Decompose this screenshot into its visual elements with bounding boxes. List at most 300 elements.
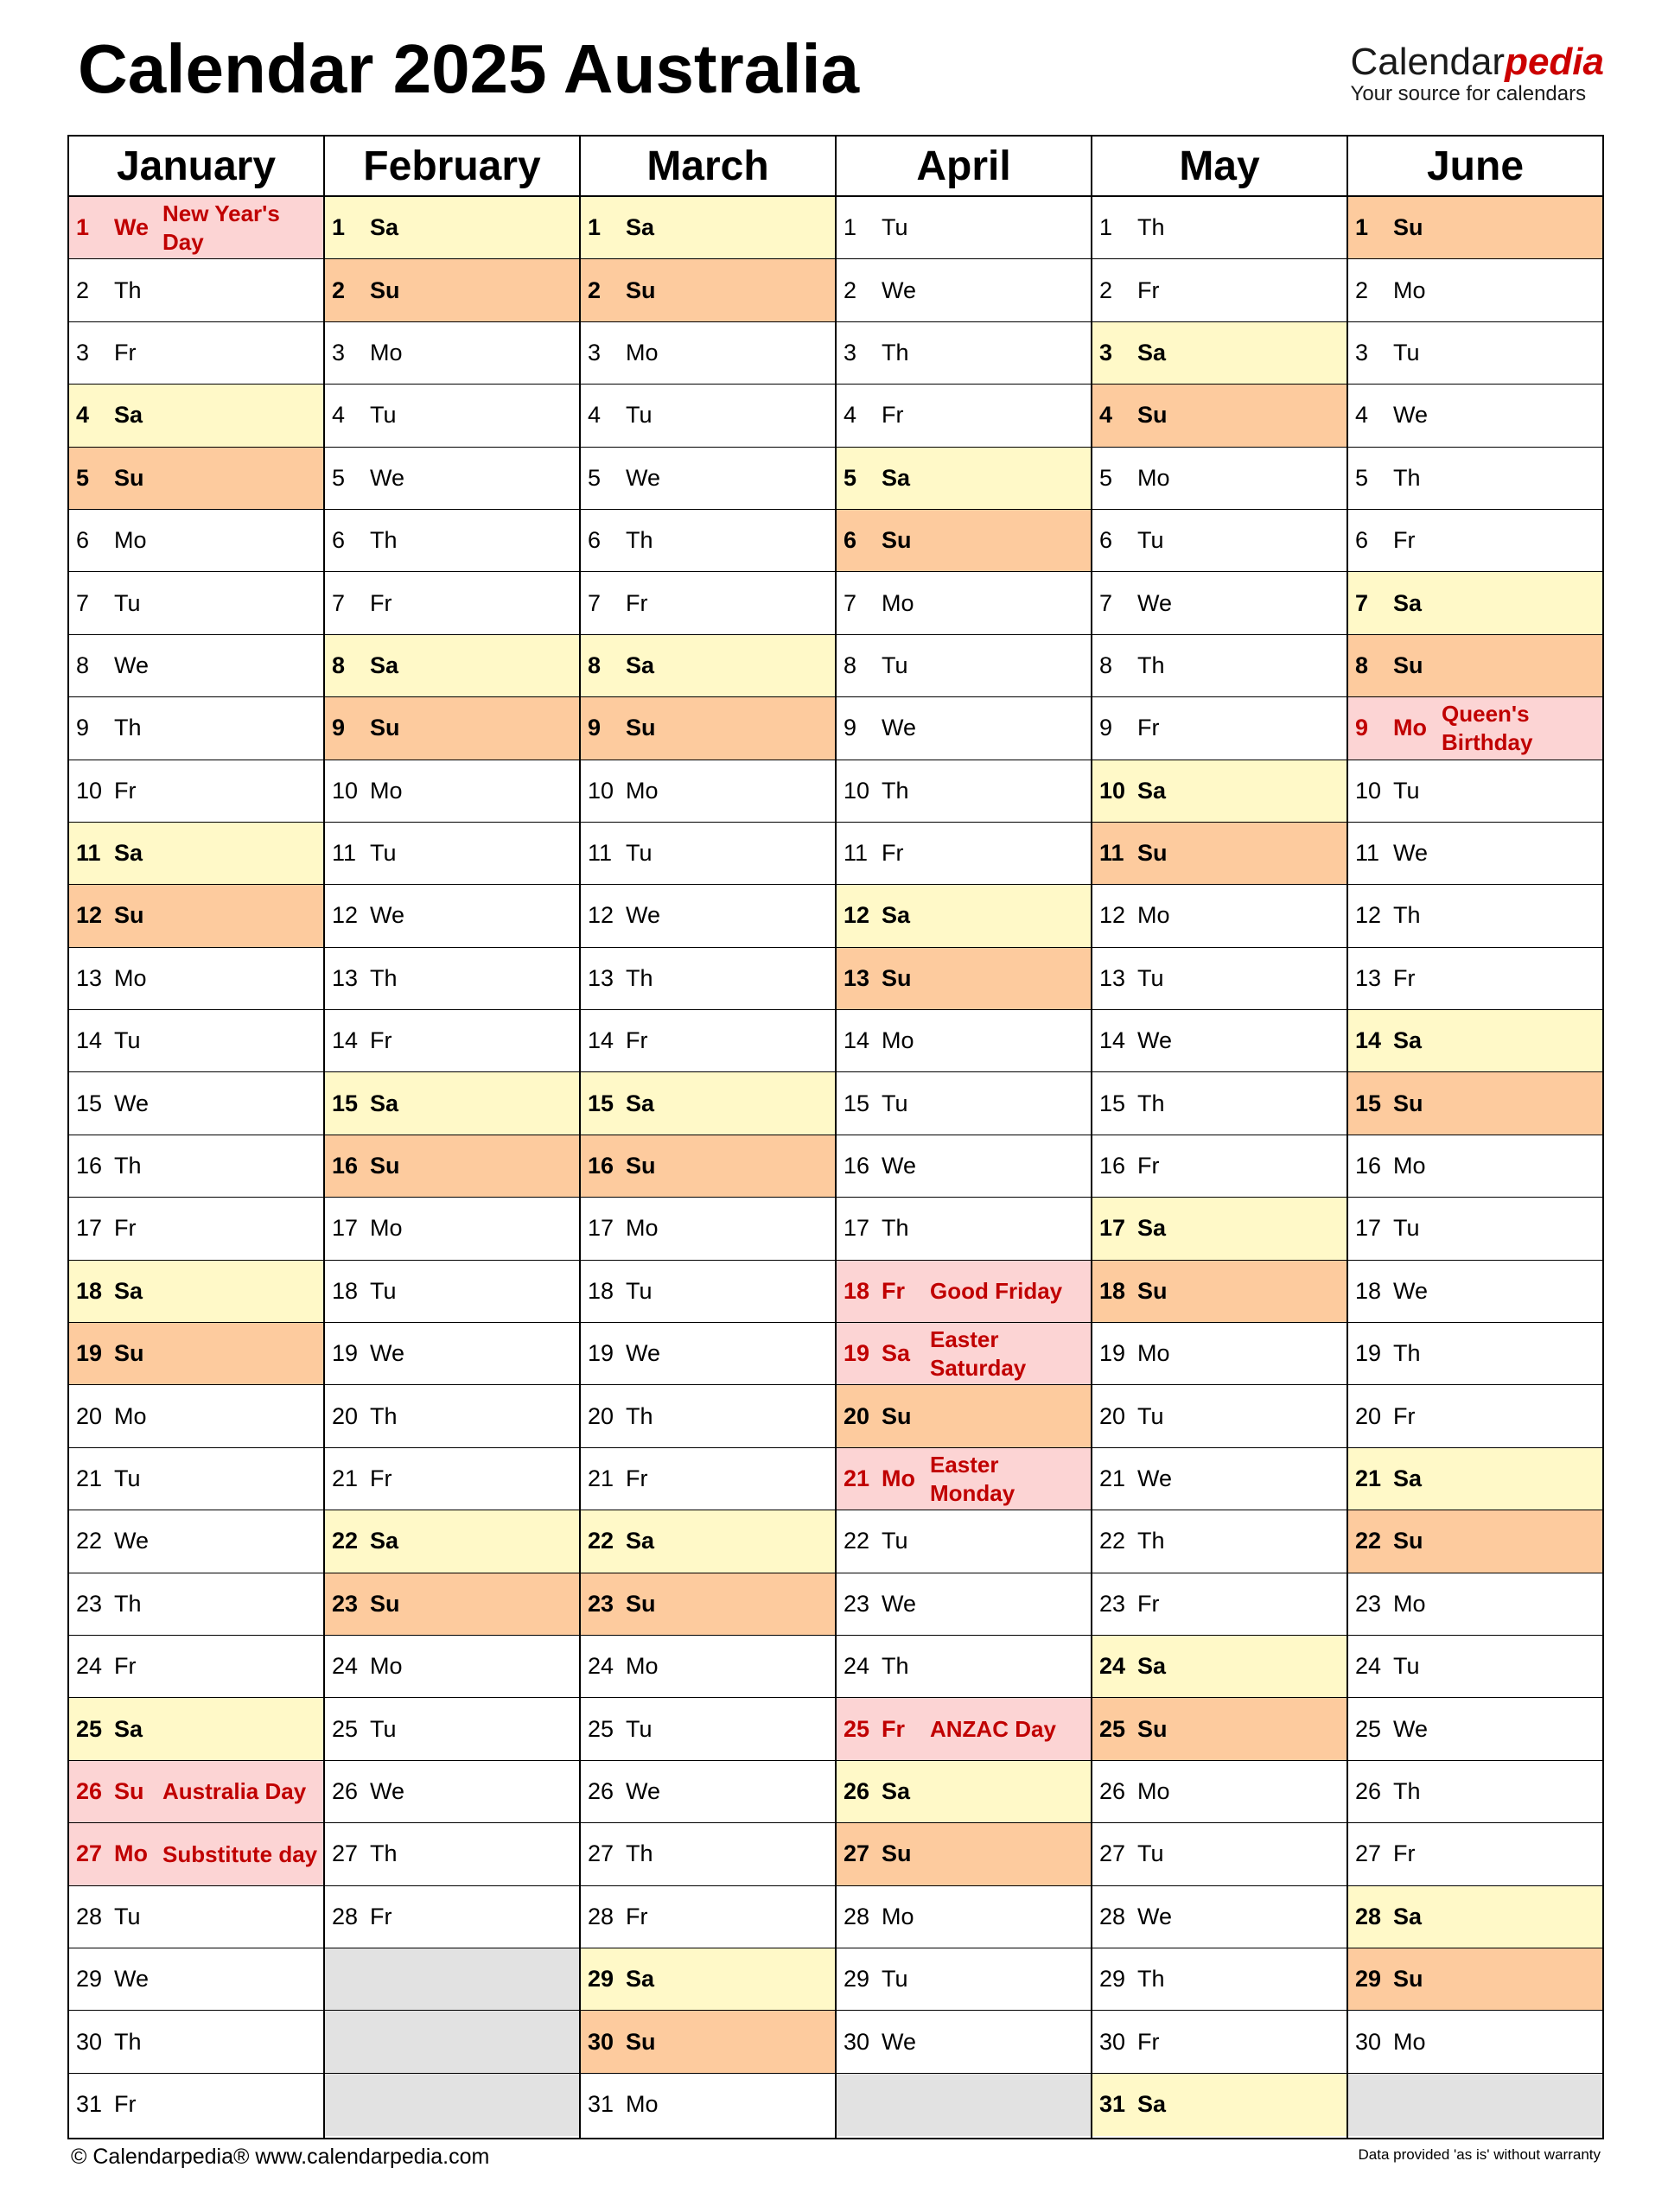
day-cell [1348, 760, 1602, 823]
day-cell [837, 760, 1091, 823]
day-number: 13 [1099, 964, 1126, 991]
day-cell [1092, 1636, 1346, 1698]
footer-copyright: © Calendarpedia® www.calendarpedia.com [71, 2145, 490, 2169]
weekday-label: Tu [370, 1277, 397, 1304]
weekday-label: Su [626, 1153, 656, 1179]
weekday-label: Su [1137, 840, 1168, 867]
weekday-label: Mo [370, 1653, 403, 1680]
day-number: 17 [844, 1215, 870, 1242]
day-cell [69, 885, 323, 947]
day-number: 6 [588, 527, 602, 554]
day-cell [1348, 197, 1602, 259]
day-number: 11 [588, 840, 613, 867]
weekday-label: We [626, 1340, 661, 1367]
day-cell [837, 448, 1091, 510]
brand-logo[interactable] [1351, 43, 1604, 105]
weekday-label: Tu [626, 1277, 653, 1304]
day-cell [1348, 1761, 1602, 1823]
day-number: 11 [1099, 840, 1124, 867]
day-cell [325, 1823, 579, 1885]
holiday-label: Easter Monday [930, 1452, 1015, 1506]
weekday-label: Sa [1393, 1465, 1423, 1491]
day-number: 31 [588, 2091, 614, 2118]
day-number: 3 [588, 339, 602, 365]
day-number: 17 [588, 1215, 614, 1242]
day-number: 20 [1099, 1402, 1126, 1429]
day-number: 29 [1355, 1966, 1382, 1993]
day-cell [1092, 948, 1346, 1010]
day-cell [69, 1698, 323, 1760]
day-number: 7 [1099, 589, 1113, 616]
day-cell [581, 635, 835, 697]
weekday-label: Mo [1137, 464, 1170, 491]
weekday-label: Sa [370, 214, 399, 241]
day-number: 30 [844, 2028, 870, 2055]
day-list [837, 197, 1091, 2138]
weekday-label: Fr [626, 1027, 648, 1054]
weekday-label: We [1137, 589, 1173, 616]
weekday-label: Fr [626, 1465, 648, 1491]
weekday-label: We [114, 1528, 150, 1554]
day-number: 20 [844, 1402, 870, 1429]
weekday-label: Tu [114, 1465, 141, 1491]
day-cell [1348, 1823, 1602, 1885]
weekday-label: We [626, 1777, 661, 1804]
day-number: 19 [1355, 1340, 1382, 1367]
day-cell [581, 1823, 835, 1885]
weekday-label: We [1393, 1715, 1429, 1742]
day-number: 10 [76, 777, 103, 804]
holiday-label: ANZAC Day [930, 1715, 1056, 1742]
weekday-label: Fr [882, 1277, 905, 1304]
day-number: 30 [1355, 2028, 1382, 2055]
day-cell [837, 1510, 1091, 1573]
day-cell [1348, 1448, 1602, 1510]
day-number: 31 [76, 2091, 103, 2118]
month-header: January [69, 137, 323, 197]
day-number: 2 [844, 276, 857, 303]
day-cell [1092, 823, 1346, 885]
month-header: February [325, 137, 579, 197]
day-number: 14 [844, 1027, 870, 1054]
day-number: 16 [1099, 1153, 1126, 1179]
weekday-label: Tu [114, 589, 141, 616]
day-number: 21 [1355, 1465, 1382, 1491]
day-cell [325, 635, 579, 697]
day-cell [69, 1010, 323, 1072]
day-number: 14 [1355, 1027, 1382, 1054]
weekday-label: Tu [882, 1528, 908, 1554]
day-list [69, 197, 323, 2138]
weekday-label: Th [1137, 1966, 1165, 1993]
weekday-label: Th [626, 964, 653, 991]
day-number: 22 [332, 1528, 359, 1554]
day-number: 25 [1099, 1715, 1126, 1742]
weekday-label: Fr [882, 840, 904, 867]
weekday-label: Mo [370, 777, 403, 804]
day-number: 24 [588, 1653, 614, 1680]
day-number: 3 [1355, 339, 1369, 365]
day-cell [69, 760, 323, 823]
weekday-label: Th [1137, 1090, 1165, 1116]
day-number: 15 [1099, 1090, 1126, 1116]
day-cell [1092, 1010, 1346, 1072]
day-number: 20 [1355, 1402, 1382, 1429]
day-cell [581, 1385, 835, 1447]
day-number: 1 [588, 214, 602, 241]
day-cell [1348, 1135, 1602, 1198]
day-number: 22 [588, 1528, 614, 1554]
day-cell [69, 1261, 323, 1323]
holiday-label: Queen's Birthday [1442, 701, 1533, 755]
day-cell [325, 385, 579, 447]
day-number: 28 [332, 1903, 359, 1929]
day-cell [69, 259, 323, 321]
holiday-day-cell [69, 1761, 323, 1823]
weekday-label: Su [1393, 652, 1423, 678]
day-cell [581, 2011, 835, 2073]
day-number: 17 [76, 1215, 103, 1242]
day-number: 13 [1355, 964, 1382, 991]
day-cell [581, 823, 835, 885]
weekday-label: Mo [114, 964, 147, 991]
weekday-label: Mo [882, 1027, 914, 1054]
weekday-label: We [370, 902, 405, 929]
holiday-day-cell [837, 1323, 1091, 1385]
day-cell [325, 697, 579, 760]
day-number: 22 [1355, 1528, 1382, 1554]
day-number: 8 [76, 652, 90, 678]
weekday-label: Sa [626, 652, 655, 678]
day-cell [581, 1761, 835, 1823]
day-cell [69, 948, 323, 1010]
weekday-label: Fr [1393, 1840, 1416, 1867]
day-number: 26 [1099, 1777, 1126, 1804]
weekday-label: Sa [1137, 1215, 1167, 1242]
day-cell [69, 635, 323, 697]
day-cell [1092, 760, 1346, 823]
weekday-label: Su [1137, 1277, 1168, 1304]
brand-name-accent: pedia [1505, 41, 1604, 83]
empty-day-cell [325, 2011, 579, 2073]
day-number: 15 [844, 1090, 870, 1116]
day-cell [69, 1573, 323, 1636]
weekday-label: Sa [1137, 2091, 1167, 2118]
day-number: 23 [1099, 1590, 1126, 1617]
day-cell [1092, 1385, 1346, 1447]
day-number: 13 [332, 964, 359, 991]
day-cell [1348, 1010, 1602, 1072]
day-number: 5 [76, 464, 90, 491]
weekday-label: Sa [1393, 1903, 1423, 1929]
day-number: 21 [844, 1465, 870, 1491]
weekday-label: Fr [1137, 1590, 1160, 1617]
day-cell [1348, 823, 1602, 885]
weekday-label: Sa [114, 1715, 143, 1742]
day-cell [1348, 322, 1602, 385]
day-cell [69, 1510, 323, 1573]
empty-day-cell [325, 1948, 579, 2011]
weekday-label: We [1393, 840, 1429, 867]
day-cell [837, 322, 1091, 385]
weekday-label: Su [626, 1590, 656, 1617]
page-title: Calendar 2025 Australia [78, 30, 860, 107]
weekday-label: Th [1393, 1777, 1421, 1804]
day-cell [837, 1823, 1091, 1885]
day-number: 19 [844, 1340, 870, 1367]
day-number: 21 [1099, 1465, 1126, 1491]
day-cell [325, 1072, 579, 1135]
day-number: 25 [844, 1715, 870, 1742]
day-cell [837, 1761, 1091, 1823]
day-cell [1092, 697, 1346, 760]
weekday-label: Th [882, 777, 909, 804]
day-number: 12 [332, 902, 359, 929]
day-number: 2 [1099, 276, 1113, 303]
day-cell [325, 1448, 579, 1510]
weekday-label: Fr [370, 589, 392, 616]
weekday-label: Fr [114, 1215, 137, 1242]
day-number: 15 [76, 1090, 103, 1116]
weekday-label: We [1393, 1277, 1429, 1304]
weekday-label: Th [114, 2028, 142, 2055]
day-cell [581, 448, 835, 510]
day-number: 2 [332, 276, 346, 303]
day-number: 25 [1355, 1715, 1382, 1742]
weekday-label: Tu [626, 1715, 653, 1742]
day-number: 5 [844, 464, 857, 491]
weekday-label: Mo [882, 589, 914, 616]
day-cell [325, 1573, 579, 1636]
weekday-label: Th [1137, 1528, 1165, 1554]
brand-name [1351, 43, 1604, 81]
day-cell [837, 635, 1091, 697]
day-cell [581, 322, 835, 385]
day-cell [69, 1886, 323, 1948]
day-cell [581, 760, 835, 823]
weekday-label: We [882, 2028, 917, 2055]
weekday-label: Su [370, 276, 400, 303]
day-cell [581, 1510, 835, 1573]
day-number: 31 [1099, 2091, 1126, 2118]
day-number: 14 [588, 1027, 614, 1054]
day-number: 15 [1355, 1090, 1382, 1116]
weekday-label: We [114, 1966, 150, 1993]
day-number: 27 [76, 1840, 103, 1867]
day-cell [581, 1886, 835, 1948]
weekday-label: Tu [370, 1715, 397, 1742]
weekday-label: Fr [114, 777, 137, 804]
weekday-label: Su [1393, 1966, 1423, 1993]
day-number: 29 [1099, 1966, 1126, 1993]
weekday-label: Fr [1137, 1153, 1160, 1179]
day-number: 3 [844, 339, 857, 365]
day-cell [1092, 2011, 1346, 2073]
day-cell [837, 1072, 1091, 1135]
day-number: 14 [332, 1027, 359, 1054]
day-cell [1348, 1573, 1602, 1636]
day-number: 20 [588, 1402, 614, 1429]
day-cell [1348, 948, 1602, 1010]
day-cell [837, 259, 1091, 321]
day-cell [1092, 197, 1346, 259]
day-number: 18 [1099, 1277, 1126, 1304]
weekday-label: Fr [1137, 715, 1160, 741]
weekday-label: Su [1393, 1090, 1423, 1116]
day-number: 7 [588, 589, 602, 616]
weekday-label: We [1393, 402, 1429, 429]
day-cell [325, 885, 579, 947]
day-cell [581, 1448, 835, 1510]
day-cell [1348, 1636, 1602, 1698]
day-number: 6 [76, 527, 90, 554]
day-number: 24 [844, 1653, 870, 1680]
day-number: 10 [1355, 777, 1382, 804]
weekday-label: Su [1137, 402, 1168, 429]
day-number: 27 [1099, 1840, 1126, 1867]
holiday-label: Australia Day [162, 1778, 307, 1805]
day-number: 7 [332, 589, 346, 616]
day-cell [325, 1385, 579, 1447]
day-cell [581, 1573, 835, 1636]
weekday-label: Th [114, 1153, 142, 1179]
weekday-label: Tu [1393, 1653, 1420, 1680]
weekday-label: Fr [1393, 1402, 1416, 1429]
weekday-label: Th [114, 276, 142, 303]
weekday-label: Tu [1137, 1840, 1164, 1867]
day-number: 26 [332, 1777, 359, 1804]
day-cell [1348, 1948, 1602, 2011]
weekday-label: Fr [370, 1027, 392, 1054]
day-number: 3 [1099, 339, 1113, 365]
empty-day-cell [1348, 2074, 1602, 2136]
day-number: 21 [332, 1465, 359, 1491]
weekday-label: Sa [626, 1528, 655, 1554]
day-cell [1348, 1261, 1602, 1323]
day-number: 11 [76, 840, 101, 867]
day-cell [581, 1198, 835, 1260]
day-number: 24 [76, 1653, 103, 1680]
day-number: 7 [76, 589, 90, 616]
weekday-label: Th [626, 1402, 653, 1429]
day-cell [581, 948, 835, 1010]
weekday-label: Mo [1393, 2028, 1426, 2055]
day-number: 9 [1099, 715, 1113, 741]
empty-day-cell [837, 2074, 1091, 2136]
day-cell [1092, 1761, 1346, 1823]
day-number: 18 [76, 1277, 103, 1304]
holiday-day-cell [69, 197, 323, 259]
day-cell [69, 510, 323, 572]
weekday-label: Mo [114, 1402, 147, 1429]
month-column-february [325, 137, 581, 2138]
day-number: 16 [1355, 1153, 1382, 1179]
weekday-label: Th [1393, 902, 1421, 929]
day-cell [69, 572, 323, 634]
weekday-label: Su [1393, 214, 1423, 241]
day-number: 14 [1099, 1027, 1126, 1054]
day-number: 7 [1355, 589, 1369, 616]
weekday-label: Sa [370, 1528, 399, 1554]
day-cell [69, 697, 323, 760]
weekday-label: Th [1137, 214, 1165, 241]
day-number: 2 [1355, 276, 1369, 303]
day-number: 19 [332, 1340, 359, 1367]
day-cell [1092, 322, 1346, 385]
weekday-label: Su [370, 715, 400, 741]
weekday-label: We [1137, 1903, 1173, 1929]
day-cell [1092, 259, 1346, 321]
day-number: 16 [588, 1153, 614, 1179]
weekday-label: Su [370, 1153, 400, 1179]
day-cell [581, 1636, 835, 1698]
month-header: May [1092, 137, 1346, 197]
day-cell [1348, 885, 1602, 947]
weekday-label: Sa [626, 1966, 655, 1993]
day-cell [1348, 572, 1602, 634]
day-number: 10 [332, 777, 359, 804]
day-cell [69, 322, 323, 385]
day-number: 1 [1099, 214, 1113, 241]
day-cell [325, 1135, 579, 1198]
day-cell [69, 1636, 323, 1698]
day-cell [837, 1010, 1091, 1072]
day-cell [325, 1323, 579, 1385]
day-cell [837, 1948, 1091, 2011]
day-cell [1348, 635, 1602, 697]
weekday-label: Su [626, 715, 656, 741]
day-cell [1092, 1261, 1346, 1323]
weekday-label: Th [1393, 464, 1421, 491]
day-cell [581, 1135, 835, 1198]
day-cell [837, 885, 1091, 947]
day-cell [1348, 510, 1602, 572]
weekday-label: Fr [370, 1903, 392, 1929]
holiday-label: Substitute day [162, 1840, 318, 1867]
day-number: 27 [1355, 1840, 1382, 1867]
brand-tagline: Your source for calendars [1350, 82, 1587, 105]
day-number: 28 [76, 1903, 103, 1929]
day-number: 8 [844, 652, 857, 678]
day-cell [837, 1385, 1091, 1447]
weekday-label: Sa [1137, 777, 1167, 804]
weekday-label: Fr [882, 402, 904, 429]
day-number: 28 [1099, 1903, 1126, 1929]
day-cell [1348, 1886, 1602, 1948]
holiday-label: Easter Saturday [930, 1326, 1027, 1381]
day-cell [325, 197, 579, 259]
day-number: 25 [588, 1715, 614, 1742]
weekday-label: Mo [882, 1903, 914, 1929]
day-number: 18 [332, 1277, 359, 1304]
weekday-label: Su [1137, 1715, 1168, 1742]
day-cell [69, 1323, 323, 1385]
day-cell [581, 385, 835, 447]
day-number: 8 [1099, 652, 1113, 678]
weekday-label: Su [626, 276, 656, 303]
weekday-label: Mo [626, 1653, 659, 1680]
weekday-label: Mo [370, 1215, 403, 1242]
day-number: 26 [844, 1777, 870, 1804]
day-number: 16 [332, 1153, 359, 1179]
day-number: 22 [76, 1528, 103, 1554]
day-cell [837, 197, 1091, 259]
day-number: 8 [1355, 652, 1369, 678]
day-cell [325, 448, 579, 510]
weekday-label: Sa [882, 1777, 911, 1804]
weekday-label: We [114, 1090, 150, 1116]
day-number: 17 [1355, 1215, 1382, 1242]
